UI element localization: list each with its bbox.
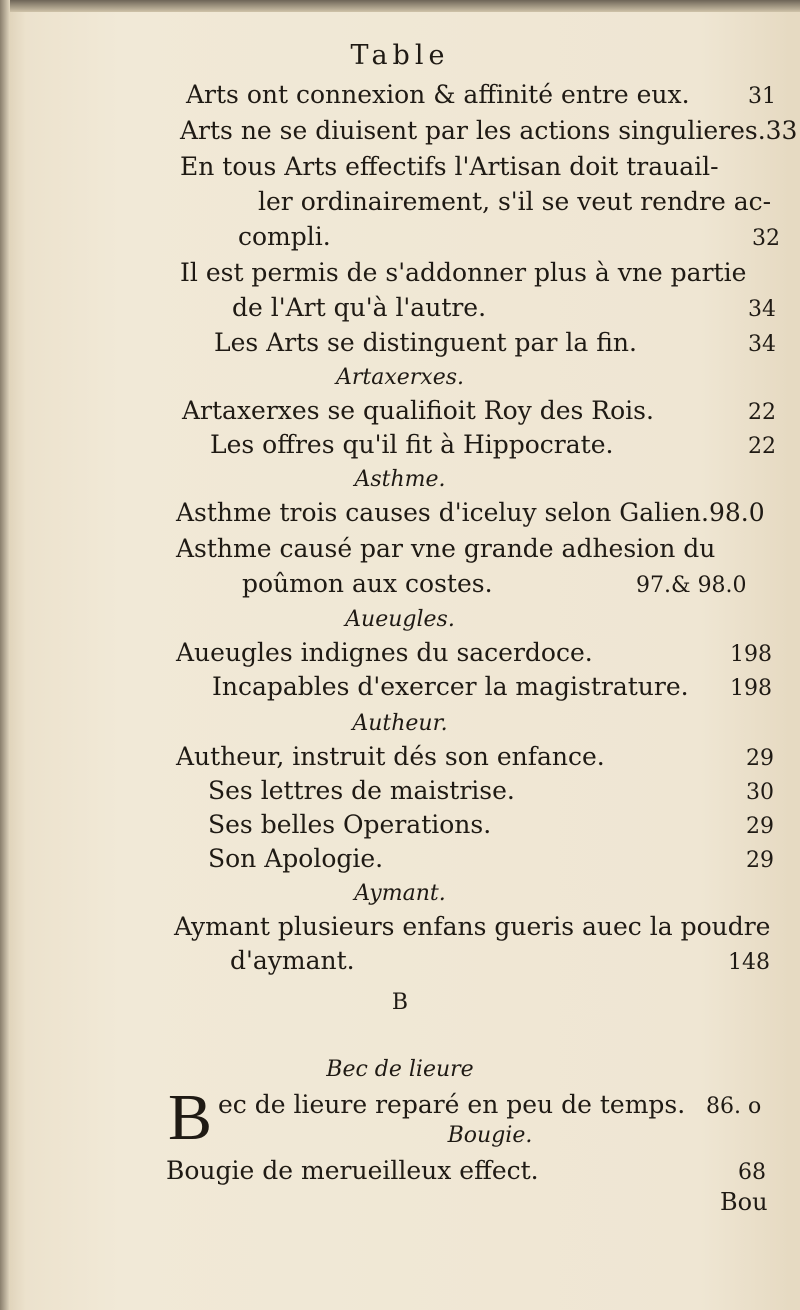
entry-page: 198 — [730, 676, 772, 701]
entry-page: 29 — [746, 814, 774, 839]
entry-text: Les Arts se distinguent par la fin. — [214, 328, 637, 357]
entry-text: Artaxerxes se qualifioit Roy des Rois. — [182, 396, 654, 425]
entry-text: poûmon aux costes. — [242, 569, 493, 598]
entry-text: Aymant plusieurs enfans gueris auec la poudre — [174, 912, 771, 941]
entry-page: 198 — [730, 642, 772, 667]
entry-text: Bougie de merueilleux effect. — [166, 1156, 539, 1185]
section-heading: Aueugles. — [345, 607, 455, 632]
section-letter: B — [391, 990, 409, 1015]
entry-text: Asthme trois causes d'iceluy selon Galien.98.0 — [176, 498, 765, 527]
drop-cap: B — [168, 1081, 213, 1154]
entry-text: ler ordinairement, s'il se veut rendre ac- — [258, 187, 772, 216]
page-gutter-edge — [0, 0, 10, 1310]
entry-text: Asthme causé par vne grande adhesion du — [176, 534, 716, 563]
entry-page: 34 — [748, 297, 776, 322]
section-heading: Bec de lieure — [326, 1057, 474, 1082]
entry-page: 31 — [748, 84, 776, 109]
entry-text: compli. — [238, 222, 331, 251]
section-heading: Artaxerxes. — [335, 365, 464, 390]
entry-text: Ses belles Operations. — [208, 810, 492, 839]
entry-page: 32 — [752, 226, 780, 251]
section-heading: Bougie. — [447, 1123, 533, 1148]
entry-page: 22 — [748, 434, 776, 459]
entry-text: Autheur, instruit dés son enfance. — [176, 742, 605, 771]
section-heading: Aymant. — [354, 881, 446, 906]
entry-text: Incapables d'exercer la magistrature. — [212, 672, 689, 701]
page-title: Table — [350, 40, 450, 71]
entry-text: ec de lieure reparé en peu de temps. — [218, 1090, 686, 1119]
section-heading: Autheur. — [352, 711, 448, 736]
entry-page: 29 — [746, 848, 774, 873]
entry-page: 34 — [748, 332, 776, 357]
entry-page: 22 — [748, 400, 776, 425]
entry-text: Il est permis de s'addonner plus à vne partie — [180, 258, 747, 287]
entry-text: de l'Art qu'à l'autre. — [232, 293, 487, 322]
entry-page: 86. o — [706, 1094, 762, 1119]
entry-text: Les offres qu'il fit à Hippocrate. — [210, 430, 614, 459]
entry-text: En tous Arts effectifs l'Artisan doit trauail- — [180, 152, 719, 181]
page-top-edge — [0, 0, 800, 12]
entry-page: 148 — [728, 950, 770, 975]
entry-text: Arts ne se diuisent par les actions singulieres.33 — [180, 116, 798, 145]
entry-page: 68 — [738, 1160, 766, 1185]
entry-page: 29 — [746, 746, 774, 771]
entry-text: d'aymant. — [230, 946, 355, 975]
entry-text: Ses lettres de maistrise. — [208, 776, 515, 805]
entry-text: Aueugles indignes du sacerdoce. — [176, 638, 593, 667]
entry-text: Son Apologie. — [208, 844, 384, 873]
section-heading: Asthme. — [354, 467, 446, 492]
catchword: Bou — [720, 1188, 768, 1216]
entry-text: Arts ont connexion & affinité entre eux. — [186, 80, 690, 109]
entry-page: 97.& 98.0 — [636, 573, 747, 598]
entry-page: 30 — [746, 780, 774, 805]
